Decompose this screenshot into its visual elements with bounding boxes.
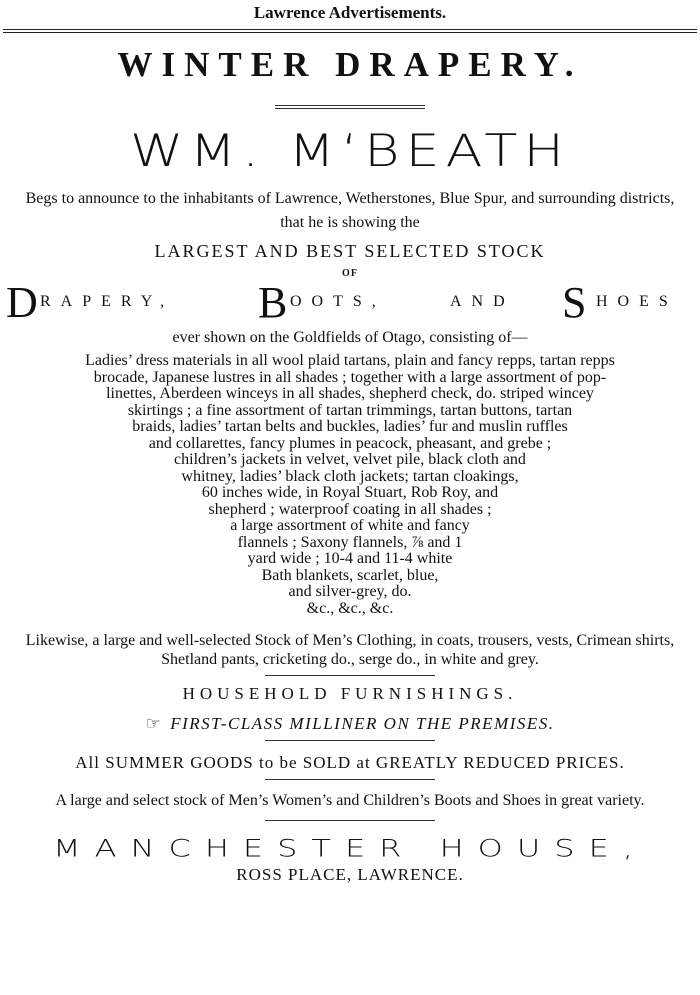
household-furnishings: HOUSEHOLD FURNISHINGS.	[182, 684, 518, 703]
goods-line: 60 inches wide, in Royal Stuart, Rob Roy, and	[201, 484, 499, 501]
and-word: AND	[450, 293, 515, 310]
shoes-word: HOES	[596, 293, 678, 310]
goods-line: brocade, Japanese lustres in all shades ; together with a large assortment of pop-	[93, 368, 607, 386]
goods-line: flannels ; Saxony flannels, ⅞ and 1	[237, 533, 463, 551]
top-double-rule	[3, 29, 697, 33]
of-line: OF	[342, 268, 358, 279]
goldfields-line: ever shown on the Goldfields of Otago, consisting of—	[172, 329, 528, 346]
section-rule	[265, 740, 435, 741]
mens-clothing-paragraph: Likewise, a large and well-selected Stock of Men’s Clothing, in coats, trousers, vests, Crimean shirts, Shetland pants, cricketing do., serge do., in white and grey.	[25, 632, 675, 668]
section-rule	[265, 779, 435, 780]
goods-list	[0, 353, 700, 617]
goods-line: Ladies’ dress materials in all wool plaid tartans, plain and fancy repps, tartan repps	[85, 352, 615, 369]
store-address: ROSS PLACE, LAWRENCE.	[236, 865, 464, 884]
goods-line: Bath blankets, scarlet, blue,	[261, 566, 439, 584]
section-rule	[265, 820, 435, 821]
goods-line: a large assortment of white and fancy	[230, 517, 470, 534]
shoes-initial: S	[562, 278, 597, 327]
goods-line: children’s jackets in velvet, velvet pile, black cloth and	[174, 451, 526, 468]
goods-line: and silver-grey, do.	[288, 583, 412, 600]
pointing-hand-icon: ☞	[145, 714, 163, 734]
goods-line: linettes, Aberdeen winceys in all shades, shepherd check, do. striped wincey	[106, 385, 594, 402]
headline-rule	[275, 105, 425, 109]
boots-initial: B	[258, 278, 298, 327]
intro-paragraph: Begs to announce to the inhabitants of Lawrence, Wetherstones, Blue Spur, and surrounding districts, that he is showing the	[25, 190, 675, 231]
milliner-text: FIRST-CLASS MILLINER ON THE PREMISES.	[170, 714, 555, 733]
goods-line: and collarettes, fancy plumes in peacock, pheasant, and grebe ;	[148, 434, 552, 452]
goods-line: whitney, ladies’ black cloth jackets; tartan cloakings,	[181, 467, 519, 485]
running-head: Lawrence Advertisements.	[253, 3, 447, 22]
boots-stock-paragraph: A large and select stock of Men’s Women’s and Children’s Boots and Shoes in great variety.	[55, 792, 645, 809]
goods-line: &c., &c., &c.	[306, 599, 394, 617]
goods-line: shepherd ; waterproof coating in all shades ;	[208, 500, 492, 518]
milliner-line	[0, 714, 700, 734]
boots-word: OOTS,	[290, 293, 386, 310]
drapery-initial: D	[6, 278, 48, 327]
section-rule	[265, 675, 435, 676]
summer-goods-line: All SUMMER GOODS to be SOLD at GREATLY REDUCED PRICES.	[75, 753, 625, 772]
goods-line: braids, ladies’ tartan belts and buckles, ladies’ fur and muslin ruffles	[132, 418, 568, 435]
goods-line: skirtings ; a fine assortment of tartan trimmings, tartan buttons, tartan	[127, 401, 573, 419]
goods-line: yard wide ; 10-4 and 11-4 white	[247, 550, 453, 567]
drapery-word: RAPERY,	[40, 293, 175, 310]
store-name: MANCHESTER HOUSE,	[53, 833, 647, 863]
merchant-name: WM. MʻBEATH	[130, 124, 570, 177]
largest-stock-line: LARGEST AND BEST SELECTED STOCK	[154, 241, 546, 261]
drapery-boots-shoes-line	[0, 278, 700, 327]
headline: WINTER DRAPERY.	[117, 45, 583, 84]
